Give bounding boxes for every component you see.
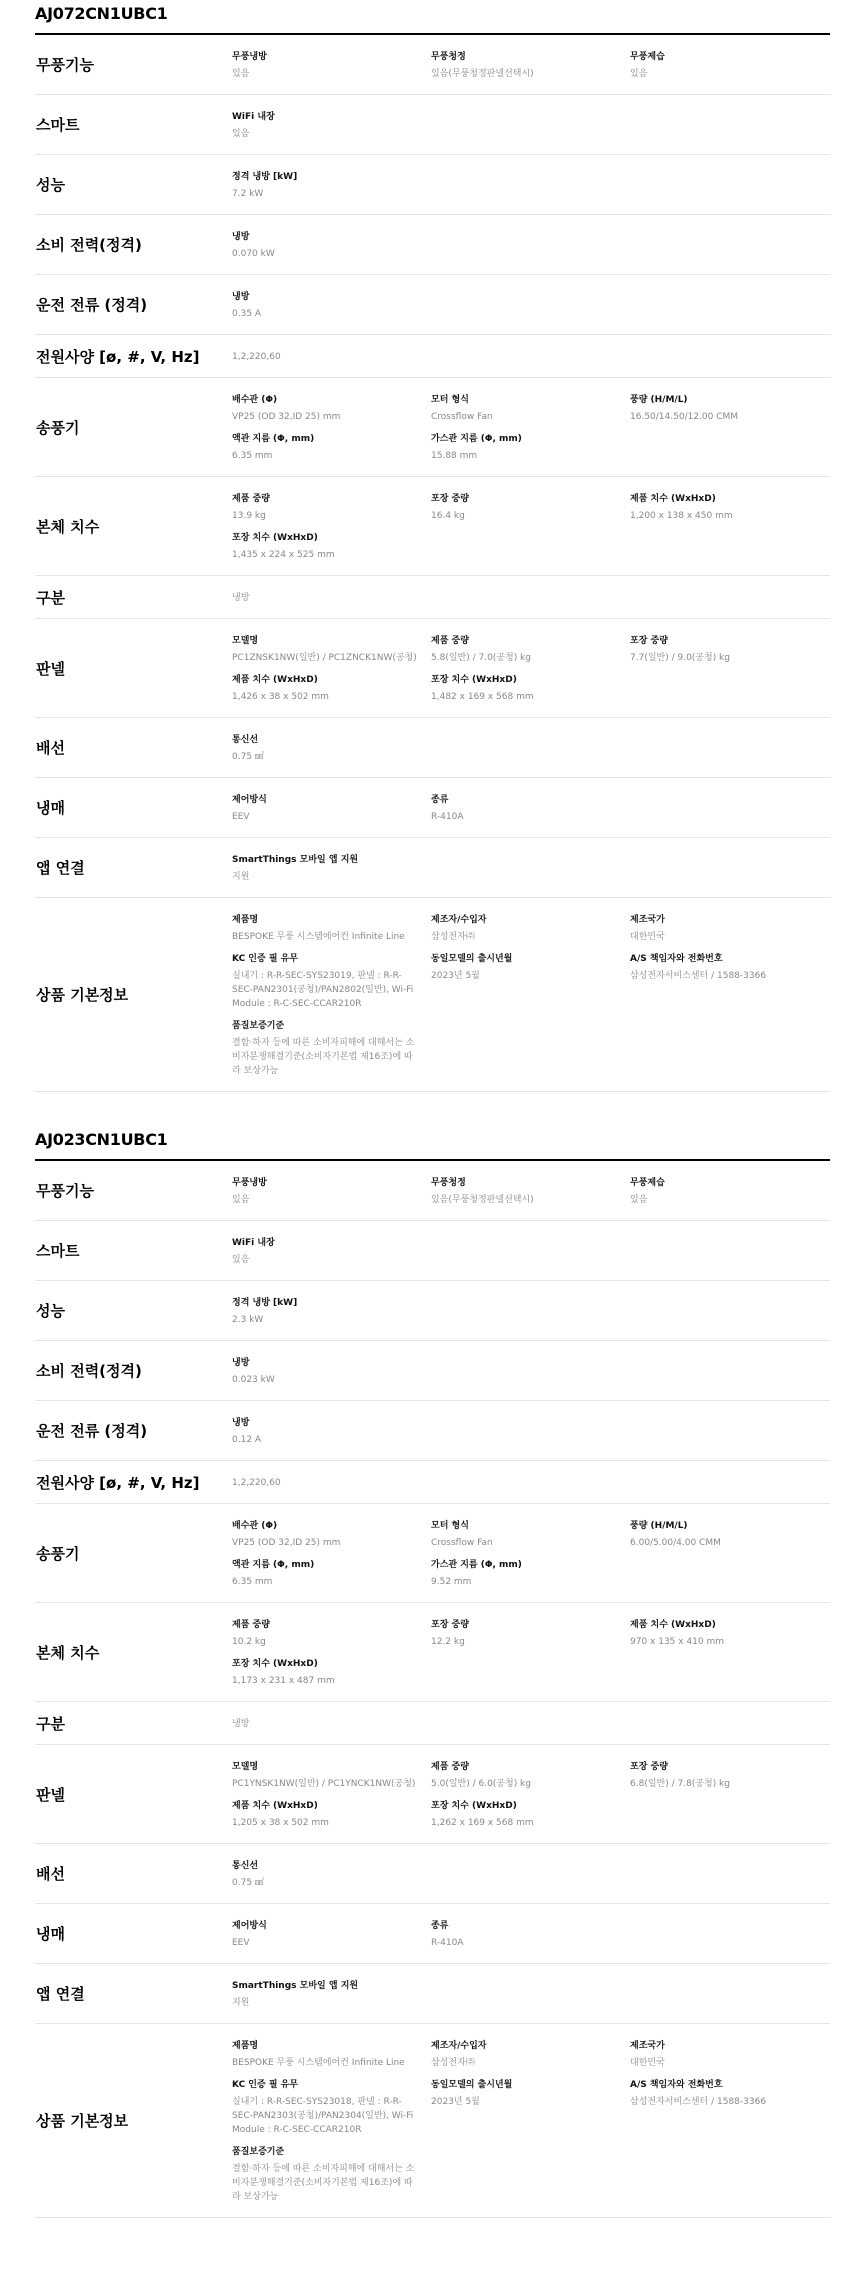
- spec-value: VP25 (OD 32,ID 25) mm: [232, 1538, 341, 1548]
- spec-value: 실내기 : R-R-SEC-SYS23019, 판넬 : R-R-SEC-PAN2301(공청)/PAN2802(일반), Wi-Fi Module : R-C-SEC-CCAR210R: [232, 971, 414, 1009]
- spec-value: EEV: [232, 1938, 250, 1948]
- model-title: AJ023CN1UBC1: [35, 1126, 830, 1161]
- spec-value: 2023년 5월: [431, 971, 480, 981]
- spec-item: [232, 2145, 431, 2204]
- spec-item: [630, 492, 829, 523]
- spec-item: [630, 2039, 829, 2070]
- spec-value: 6.00/5.00/4.00 CMM: [630, 1538, 721, 1548]
- spec-label: SmartThings 모바일 앱 지원: [232, 1981, 359, 1991]
- spec-item: [232, 432, 431, 463]
- spec-value: 1,2,220,60: [232, 1478, 281, 1488]
- spec-row: [35, 1603, 830, 1702]
- spec-row: [35, 378, 830, 477]
- spec-category: 배선: [36, 1865, 65, 1883]
- spec-row: [35, 215, 830, 275]
- spec-label: KC 인증 필 유무: [232, 2080, 299, 2090]
- spec-item: [431, 2039, 630, 2070]
- spec-value: EEV: [232, 812, 250, 822]
- spec-value: R-410A: [431, 1938, 464, 1948]
- spec-label: 가스관 지름 (Φ, mm): [431, 1560, 522, 1570]
- spec-label: 동일모델의 출시년월: [431, 954, 513, 964]
- spec-category: 무풍기능: [36, 1182, 94, 1200]
- spec-value: 0.75 ㎟: [232, 752, 264, 762]
- spec-value: 13.9 kg: [232, 511, 266, 521]
- spec-category: 전원사양 [ø, #, V, Hz]: [36, 347, 200, 366]
- spec-label: 제조국가: [630, 915, 665, 925]
- spec-row: [35, 1504, 830, 1603]
- spec-label: 포장 치수 (WxHxD): [431, 1801, 517, 1811]
- spec-item: [232, 1859, 431, 1890]
- spec-value: 6.35 mm: [232, 1577, 273, 1587]
- spec-category: 소비 전력(정격): [36, 236, 142, 254]
- spec-label: 통신선: [232, 1861, 259, 1871]
- spec-item: [232, 1919, 431, 1950]
- spec-value: 2.3 kW: [232, 1315, 264, 1325]
- spec-item: [232, 110, 431, 141]
- spec-value: 냉방: [232, 1719, 250, 1729]
- spec-value: 12.2 kg: [431, 1637, 465, 1647]
- spec-label: 가스관 지름 (Φ, mm): [431, 434, 522, 444]
- spec-label: 제품명: [232, 2041, 259, 2051]
- spec-row: [35, 898, 830, 1092]
- spec-label: 제어방식: [232, 1921, 267, 1931]
- spec-value: 삼성전자㈜: [431, 2058, 475, 2068]
- spec-item: [431, 1176, 630, 1207]
- spec-row: [35, 1702, 830, 1745]
- spec-label: 배수관 (Φ): [232, 1521, 278, 1531]
- spec-value: BESPOKE 무풍 시스템에어컨 Infinite Line: [232, 932, 405, 942]
- spec-value: 7.2 kW: [232, 189, 264, 199]
- spec-item: [431, 432, 630, 463]
- spec-row: [35, 1341, 830, 1401]
- spec-item: [232, 1416, 431, 1447]
- spec-row: [35, 155, 830, 215]
- spec-value: 결함·하자 등에 따른 소비자피해에 대해서는 소비자분쟁해결기준(소비자기본법 제16조)에 따라 보상가능: [232, 1038, 415, 1076]
- spec-value: 16.4 kg: [431, 511, 465, 521]
- spec-category: 구분: [36, 588, 65, 607]
- spec-row: [35, 838, 830, 898]
- spec-row: [35, 35, 830, 95]
- spec-label: 제조자/수입자: [431, 2041, 487, 2051]
- spec-table: [35, 1161, 830, 2218]
- spec-item: [431, 1799, 630, 1830]
- spec-value: 5.8(일반) / 7.0(공청) kg: [431, 653, 531, 663]
- spec-item: [232, 1296, 431, 1327]
- spec-row: [35, 95, 830, 155]
- spec-row: [35, 718, 830, 778]
- spec-category: 성능: [36, 1302, 65, 1320]
- spec-label: 포장 치수 (WxHxD): [232, 1659, 318, 1669]
- spec-value: 지원: [232, 872, 250, 882]
- spec-item: [630, 1176, 829, 1207]
- spec-value: 있음(무풍청정판넬선택시): [431, 69, 534, 79]
- spec-item: [232, 393, 431, 424]
- spec-item: [431, 1919, 630, 1950]
- spec-category: 송풍기: [36, 1544, 80, 1563]
- spec-category: 스마트: [36, 1242, 80, 1260]
- spec-item: [232, 591, 431, 605]
- spec-value: 5.0(일반) / 6.0(공청) kg: [431, 1779, 531, 1789]
- spec-label: 모델명: [232, 636, 259, 646]
- spec-item: [232, 50, 431, 81]
- spec-value: 0.070 kW: [232, 249, 275, 259]
- spec-item: [431, 634, 630, 665]
- spec-row: [35, 619, 830, 718]
- spec-category: 무풍기능: [36, 56, 94, 74]
- spec-item: [431, 1519, 630, 1550]
- spec-label: 모터 형식: [431, 395, 469, 405]
- spec-label: 제품 치수 (WxHxD): [630, 1620, 716, 1630]
- spec-category: 스마트: [36, 116, 80, 134]
- spec-label: 포장 중량: [630, 1762, 668, 1772]
- spec-table: [35, 35, 830, 1092]
- spec-item: [232, 1356, 431, 1387]
- spec-value: 있음: [232, 1195, 250, 1205]
- spec-item: [232, 1618, 431, 1649]
- spec-item: [232, 230, 431, 261]
- spec-item: [630, 634, 829, 665]
- spec-label: 제품 중량: [431, 636, 469, 646]
- spec-category: 구분: [36, 1714, 65, 1733]
- spec-item: [232, 531, 431, 562]
- spec-category: 본체 치수: [36, 517, 100, 536]
- spec-label: WiFi 내장: [232, 1238, 275, 1248]
- spec-item: [232, 1717, 431, 1731]
- spec-value: 있음: [232, 69, 250, 79]
- spec-value: 1,205 x 38 x 502 mm: [232, 1818, 329, 1828]
- spec-label: 액관 지름 (Φ, mm): [232, 434, 315, 444]
- spec-value: 1,482 x 169 x 568 mm: [431, 692, 534, 702]
- spec-value: 대한민국: [630, 2058, 665, 2068]
- spec-label: A/S 책임자와 전화번호: [630, 954, 723, 964]
- spec-item: [232, 1519, 431, 1550]
- spec-item: [431, 1760, 630, 1791]
- spec-label: 풍량 (H/M/L): [630, 1521, 688, 1531]
- spec-value: 지원: [232, 1998, 250, 2008]
- spec-item: [232, 290, 431, 321]
- spec-item: [232, 673, 431, 704]
- spec-item: [232, 634, 431, 665]
- spec-category: 운전 전류 (정격): [36, 296, 148, 314]
- spec-value: 1,435 x 224 x 525 mm: [232, 550, 335, 560]
- spec-category: 배선: [36, 739, 65, 757]
- spec-label: 제품 치수 (WxHxD): [630, 494, 716, 504]
- spec-value: 16.50/14.50/12.00 CMM: [630, 412, 739, 422]
- spec-item: [232, 853, 431, 884]
- spec-label: 정격 냉방 [kW]: [232, 1298, 298, 1308]
- spec-item: [232, 1558, 431, 1589]
- spec-value: 1,2,220,60: [232, 352, 281, 362]
- spec-label: 무풍냉방: [232, 52, 267, 62]
- spec-label: 정격 냉방 [kW]: [232, 172, 298, 182]
- spec-label: 무풍제습: [630, 52, 665, 62]
- spec-item: [431, 913, 630, 944]
- spec-category: 운전 전류 (정격): [36, 1422, 148, 1440]
- spec-item: [431, 1558, 630, 1589]
- spec-item: [630, 2078, 829, 2137]
- spec-item: [232, 952, 431, 1011]
- spec-item: [431, 952, 630, 1011]
- spec-value: PC1ZNSK1NW(일반) / PC1ZNCK1NW(공청): [232, 653, 417, 663]
- spec-item: [630, 393, 829, 424]
- model-title: AJ072CN1UBC1: [35, 0, 830, 35]
- spec-value: 0.023 kW: [232, 1375, 275, 1385]
- spec-value: 삼성전자서비스센터 / 1588-3366: [630, 2097, 767, 2107]
- spec-label: 모델명: [232, 1762, 259, 1772]
- spec-value: 삼성전자서비스센터 / 1588-3366: [630, 971, 767, 981]
- spec-label: 무풍냉방: [232, 1178, 267, 1188]
- spec-row: [35, 2024, 830, 2218]
- spec-value: 6.35 mm: [232, 451, 273, 461]
- spec-row: [35, 1461, 830, 1504]
- spec-value: 970 x 135 x 410 mm: [630, 1637, 725, 1647]
- spec-item: [431, 1618, 630, 1649]
- spec-category: 성능: [36, 176, 65, 194]
- spec-item: [232, 1979, 431, 2010]
- spec-item: [232, 1476, 431, 1490]
- spec-label: 제품 중량: [232, 1620, 270, 1630]
- spec-item: [232, 350, 431, 364]
- spec-row: [35, 1161, 830, 1221]
- spec-category: 상품 기본정보: [36, 986, 129, 1004]
- spec-item: [630, 1618, 829, 1649]
- spec-label: 액관 지름 (Φ, mm): [232, 1560, 315, 1570]
- spec-item: [431, 393, 630, 424]
- spec-label: 포장 치수 (WxHxD): [232, 533, 318, 543]
- spec-label: SmartThings 모바일 앱 지원: [232, 855, 359, 865]
- spec-value: 0.75 ㎟: [232, 1878, 264, 1888]
- spec-value: 1,173 x 231 x 487 mm: [232, 1676, 335, 1686]
- spec-item: [232, 733, 431, 764]
- spec-value: 1,262 x 169 x 568 mm: [431, 1818, 534, 1828]
- spec-item: [232, 170, 431, 201]
- spec-label: 제품 중량: [431, 1762, 469, 1772]
- spec-value: 1,200 x 138 x 450 mm: [630, 511, 733, 521]
- spec-label: WiFi 내장: [232, 112, 275, 122]
- spec-value: 6.8(일반) / 7.8(공청) kg: [630, 1779, 730, 1789]
- spec-category: 판넬: [36, 1785, 65, 1804]
- spec-label: 무풍청정: [431, 1178, 466, 1188]
- spec-value: 0.35 A: [232, 309, 262, 319]
- spec-value: 2023년 5월: [431, 2097, 480, 2107]
- spec-label: 통신선: [232, 735, 259, 745]
- spec-value: VP25 (OD 32,ID 25) mm: [232, 412, 341, 422]
- spec-category: 본체 치수: [36, 1643, 100, 1662]
- spec-label: 냉방: [232, 1358, 250, 1368]
- spec-label: 제조자/수입자: [431, 915, 487, 925]
- spec-category: 소비 전력(정격): [36, 1362, 142, 1380]
- spec-item: [431, 2078, 630, 2137]
- spec-item: [232, 793, 431, 824]
- spec-row: [35, 778, 830, 838]
- spec-label: KC 인증 필 유무: [232, 954, 299, 964]
- spec-item: [232, 1760, 431, 1791]
- spec-label: 무풍제습: [630, 1178, 665, 1188]
- spec-label: 모터 형식: [431, 1521, 469, 1531]
- spec-item: [431, 50, 630, 81]
- spec-label: 품질보증기준: [232, 2147, 285, 2157]
- spec-value: 15.88 mm: [431, 451, 478, 461]
- spec-label: 종류: [431, 795, 449, 805]
- spec-item: [232, 492, 431, 523]
- spec-label: 제품 치수 (WxHxD): [232, 1801, 318, 1811]
- spec-value: R-410A: [431, 812, 464, 822]
- spec-value: BESPOKE 무풍 시스템에어컨 Infinite Line: [232, 2058, 405, 2068]
- spec-row: [35, 576, 830, 619]
- spec-value: 9.52 mm: [431, 1577, 472, 1587]
- spec-value: 실내기 : R-R-SEC-SYS23018, 판넬 : R-R-SEC-PAN2303(공청)/PAN2304(일반), Wi-Fi Module : R-C-SEC-CCAR210R: [232, 2097, 414, 2135]
- spec-label: 동일모델의 출시년월: [431, 2080, 513, 2090]
- spec-category: 송풍기: [36, 418, 80, 437]
- spec-item: [630, 913, 829, 944]
- spec-row: [35, 1844, 830, 1904]
- spec-label: 냉방: [232, 232, 250, 242]
- spec-value: PC1YNSK1NW(일반) / PC1YNCK1NW(공청): [232, 1779, 416, 1789]
- spec-label: 포장 중량: [630, 636, 668, 646]
- spec-label: 풍량 (H/M/L): [630, 395, 688, 405]
- spec-value: 있음: [630, 1195, 648, 1205]
- spec-row: [35, 1221, 830, 1281]
- spec-row: [35, 1745, 830, 1844]
- spec-category: 판넬: [36, 659, 65, 678]
- spec-row: [35, 1964, 830, 2024]
- spec-category: 냉매: [36, 799, 65, 817]
- spec-category: 냉매: [36, 1925, 65, 1943]
- spec-item: [232, 2039, 431, 2070]
- spec-item: [630, 1519, 829, 1550]
- spec-label: 무풍청정: [431, 52, 466, 62]
- spec-label: 제품 치수 (WxHxD): [232, 675, 318, 685]
- spec-category: 앱 연결: [36, 1985, 85, 2003]
- spec-label: A/S 책임자와 전화번호: [630, 2080, 723, 2090]
- spec-value: 10.2 kg: [232, 1637, 266, 1647]
- spec-value: Crossflow Fan: [431, 1538, 493, 1548]
- spec-value: 7.7(일반) / 9.0(공청) kg: [630, 653, 730, 663]
- spec-label: 제어방식: [232, 795, 267, 805]
- spec-label: 포장 중량: [431, 1620, 469, 1630]
- spec-value: 있음(무풍청정판넬선택시): [431, 1195, 534, 1205]
- spec-item: [232, 1799, 431, 1830]
- spec-row: [35, 1904, 830, 1964]
- spec-item: [431, 793, 630, 824]
- spec-row: [35, 1401, 830, 1461]
- spec-value: 결함·하자 등에 따른 소비자피해에 대해서는 소비자분쟁해결기준(소비자기본법 제16조)에 따라 보상가능: [232, 2164, 415, 2202]
- spec-label: 품질보증기준: [232, 1021, 285, 1031]
- spec-label: 냉방: [232, 292, 250, 302]
- spec-label: 포장 중량: [431, 494, 469, 504]
- spec-item: [232, 2078, 431, 2137]
- spec-value: 냉방: [232, 593, 250, 603]
- spec-item: [232, 1176, 431, 1207]
- spec-value: 0.12 A: [232, 1435, 262, 1445]
- spec-category: 전원사양 [ø, #, V, Hz]: [36, 1473, 200, 1492]
- spec-label: 종류: [431, 1921, 449, 1931]
- spec-value: 있음: [630, 69, 648, 79]
- spec-row: [35, 275, 830, 335]
- spec-item: [232, 1657, 431, 1688]
- spec-value: 대한민국: [630, 932, 665, 942]
- spec-item: [232, 913, 431, 944]
- spec-item: [232, 1019, 431, 1078]
- spec-label: 냉방: [232, 1418, 250, 1428]
- spec-item: [630, 1760, 829, 1791]
- spec-row: [35, 335, 830, 378]
- spec-row: [35, 477, 830, 576]
- spec-item: [630, 50, 829, 81]
- spec-row: [35, 1281, 830, 1341]
- spec-category: 앱 연결: [36, 859, 85, 877]
- spec-item: [232, 1236, 431, 1267]
- spec-item: [630, 952, 829, 1011]
- spec-value: 있음: [232, 1255, 250, 1265]
- spec-item: [431, 673, 630, 704]
- spec-category: 상품 기본정보: [36, 2112, 129, 2130]
- spec-label: 제조국가: [630, 2041, 665, 2051]
- spec-value: 있음: [232, 129, 250, 139]
- spec-value: Crossflow Fan: [431, 412, 493, 422]
- spec-item: [431, 492, 630, 523]
- spec-label: 제품 중량: [232, 494, 270, 504]
- spec-label: 포장 치수 (WxHxD): [431, 675, 517, 685]
- spec-value: 1,426 x 38 x 502 mm: [232, 692, 329, 702]
- spec-label: 제품명: [232, 915, 259, 925]
- spec-label: 배수관 (Φ): [232, 395, 278, 405]
- spec-value: 삼성전자㈜: [431, 932, 475, 942]
